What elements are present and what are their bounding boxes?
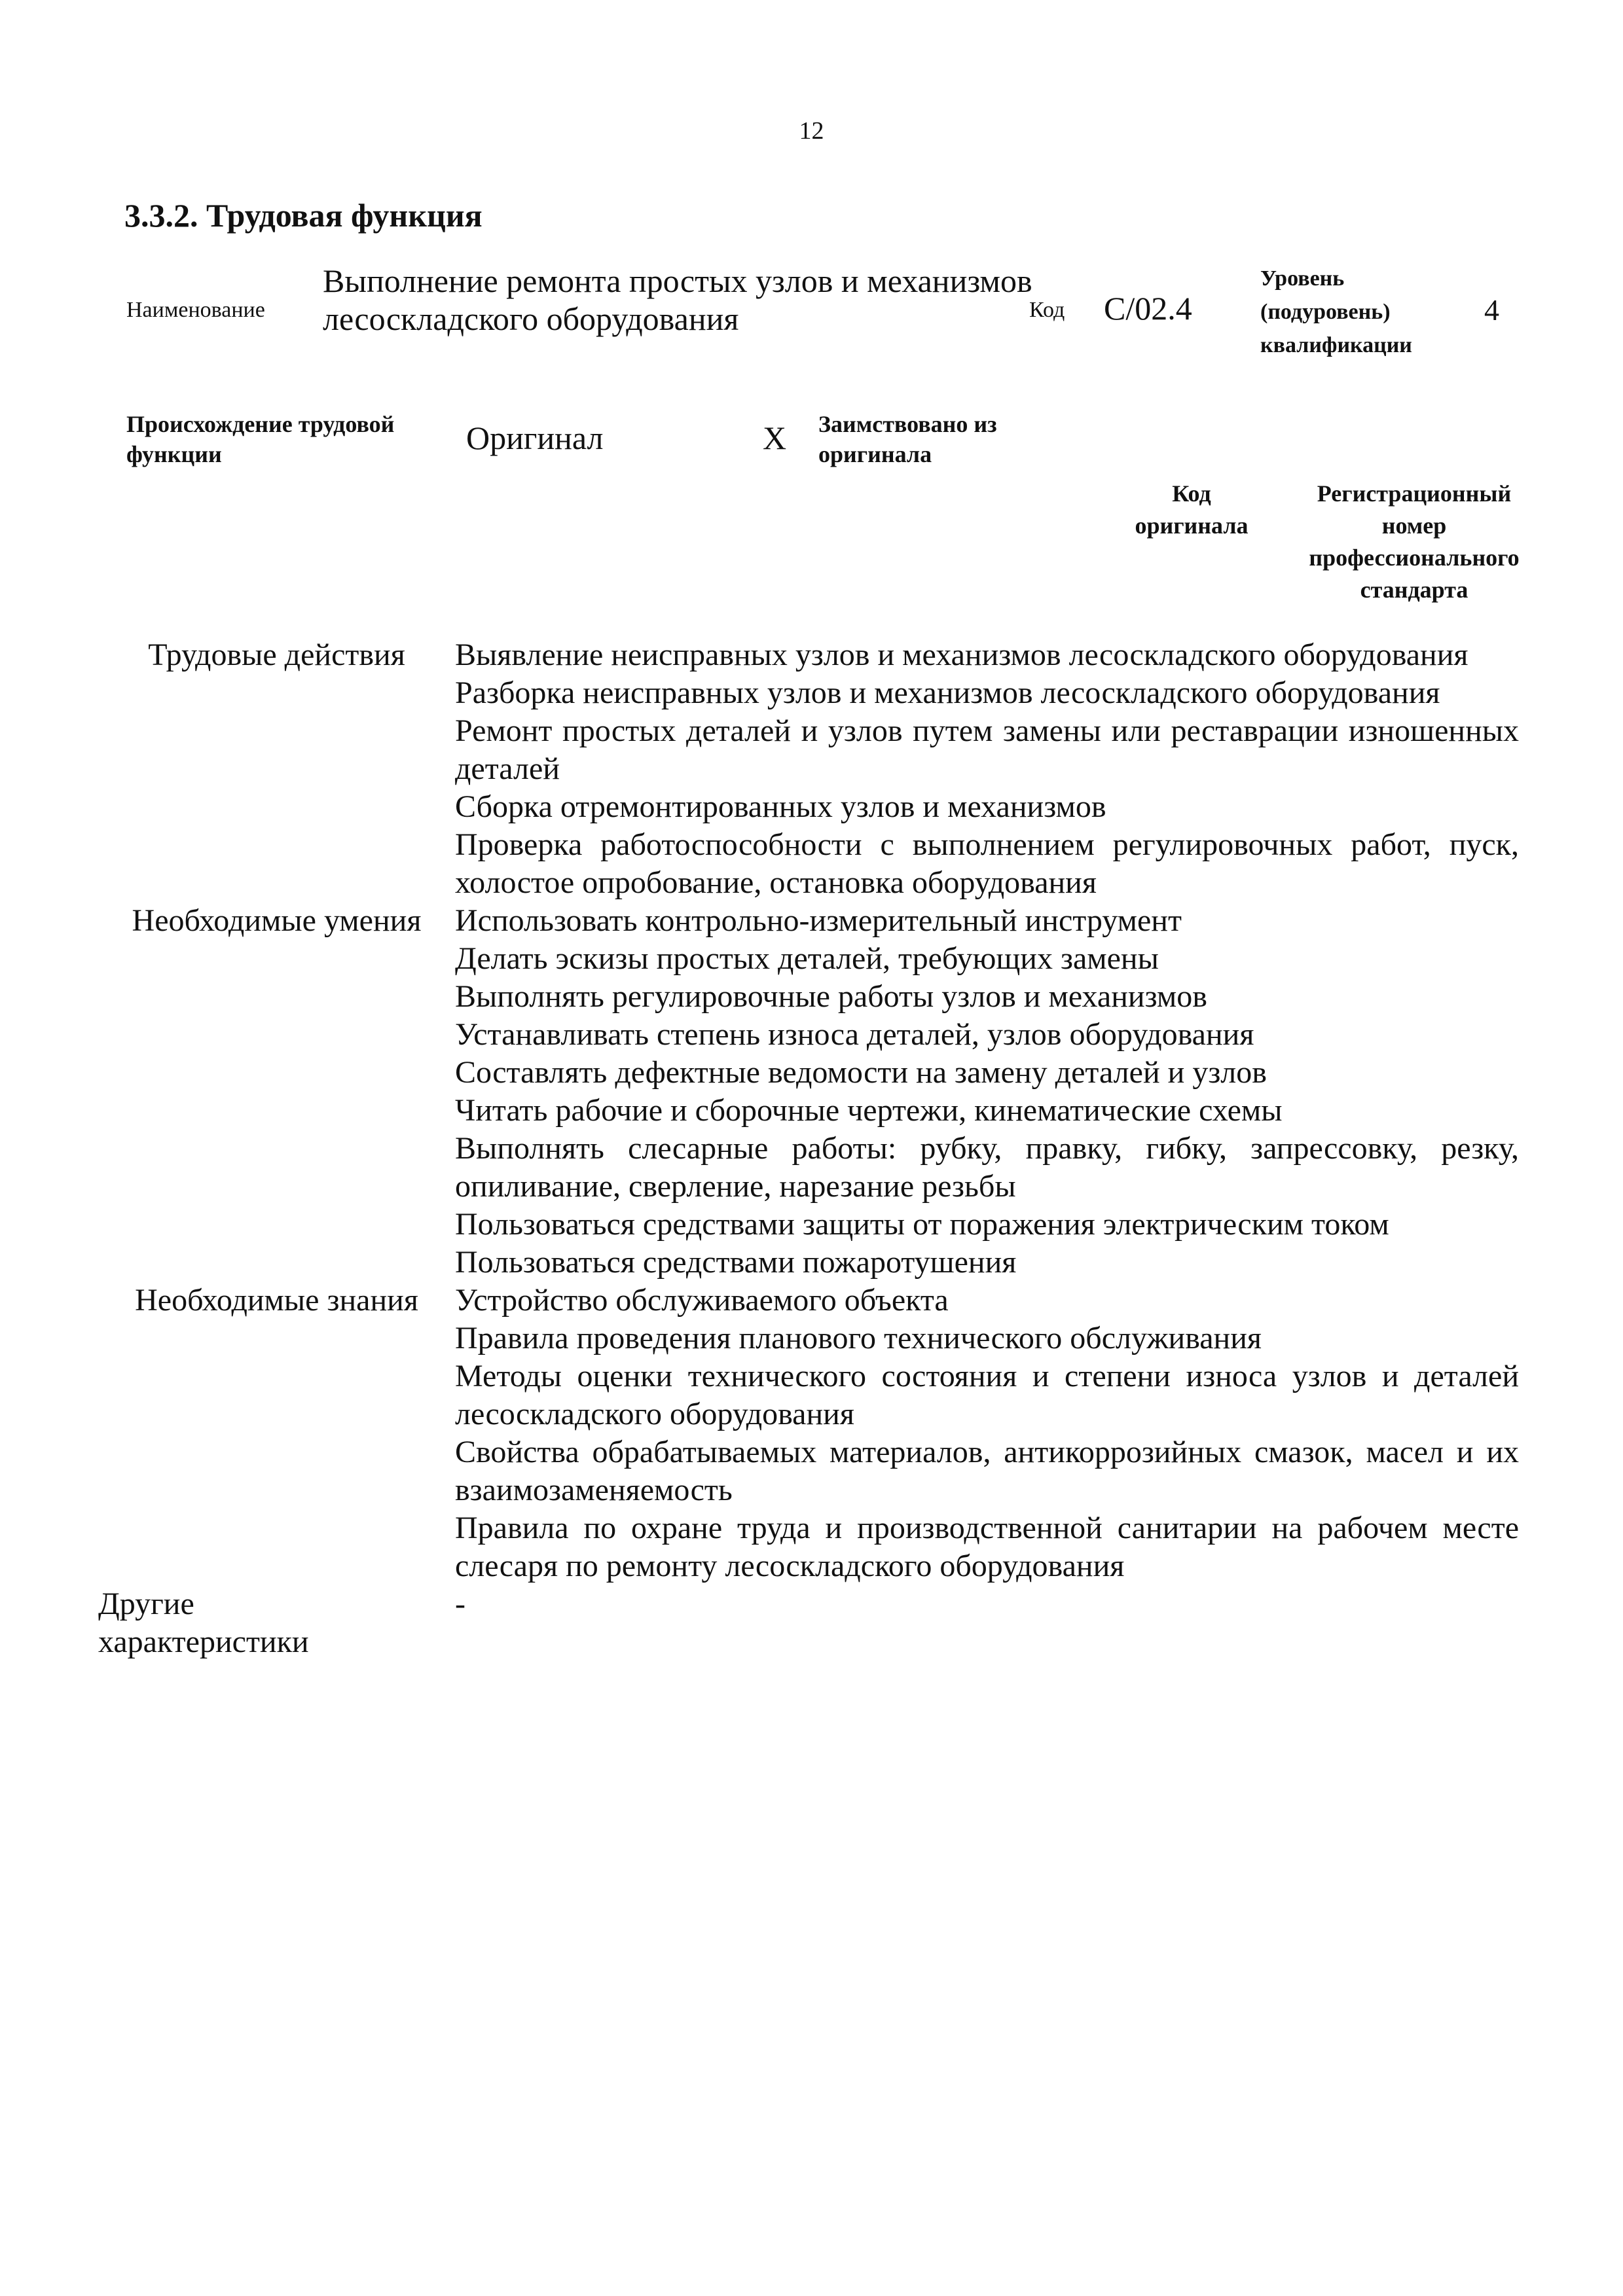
section-items (455, 902, 1519, 1282)
list-item: Сборка отремонтированных узлов и механизмов (455, 789, 1106, 824)
list-item: Свойства обрабатываемых материалов, антикоррозийных смазок, масел и их взаимозаменяемость (455, 1435, 1519, 1507)
list-item: Устанавливать степень износа деталей, узлов оборудования (455, 1017, 1254, 1052)
section-required-skills (98, 902, 1519, 1282)
section-label: Необходимые умения (132, 903, 422, 938)
list-item: Правила по охране труда и производственной санитарии на рабочем месте слесаря по ремонту лесоскладского оборудования (455, 1511, 1519, 1583)
section-other-characteristics (98, 1585, 1519, 1661)
section-labor-actions (98, 636, 1519, 902)
list-item: Выполнять регулировочные работы узлов и механизмов (455, 979, 1207, 1014)
registration-number-label: Регистрационный номер профессионального стандарта (1309, 480, 1520, 603)
qualification-level-value: 4 (1484, 293, 1499, 327)
section-label: Другие характеристики (98, 1587, 309, 1659)
list-item: Правила проведения планового технического обслуживания (455, 1321, 1262, 1355)
function-sections (98, 636, 1519, 1661)
origin-original: Оригинал (466, 420, 604, 456)
list-item: Проверка работоспособности с выполнением регулировочных работ, пуск, холостое опробование, остановка оборудования (455, 827, 1519, 900)
borrowed-label: Заимствовано из оригинала (818, 411, 997, 467)
list-item: Ремонт простых деталей и узлов путем замены или реставрации изношенных деталей (455, 713, 1519, 786)
list-item: Составлять дефектные ведомости на замену деталей и узлов (455, 1055, 1267, 1090)
page-number: 12 (799, 117, 824, 145)
section-title: 3.3.2. Трудовая функция (124, 197, 483, 234)
name-value: Выполнение ремонта простых узлов и механизмов лесоскладского оборудования (323, 262, 1032, 337)
section-items (455, 636, 1519, 902)
section-label: Трудовые действия (148, 637, 405, 672)
list-item: Делать эскизы простых деталей, требующих замены (455, 941, 1159, 976)
section-items (455, 1282, 1519, 1585)
origin-label: Происхождение трудовой функции (126, 411, 395, 467)
list-item: - (455, 1587, 465, 1621)
name-label: Наименование (126, 298, 265, 322)
list-item: Разборка неисправных узлов и механизмов лесоскладского оборудования (455, 675, 1440, 710)
section-items (455, 1585, 1519, 1661)
list-item: Выполнять слесарные работы: рубку, правку, гибку, запрессовку, резку, опиливание, сверление, нарезание резьбы (455, 1131, 1519, 1204)
code-label: Код (1029, 298, 1065, 322)
list-item: Пользоваться средствами пожаротушения (455, 1245, 1017, 1280)
code-value: С/02.4 (1104, 290, 1192, 327)
list-item: Методы оценки технического состояния и степени износа узлов и деталей лесоскладского оборудования (455, 1359, 1519, 1431)
original-code-label: Код оригинала (1135, 480, 1249, 539)
qualification-level-label: Уровень (подуровень) квалификации (1260, 266, 1412, 357)
list-item: Читать рабочие и сборочные чертежи, кинематические схемы (455, 1093, 1283, 1128)
section-label: Необходимые знания (135, 1283, 418, 1318)
list-item: Устройство обслуживаемого объекта (455, 1283, 949, 1318)
list-item: Пользоваться средствами защиты от поражения электрическим током (455, 1207, 1389, 1242)
list-item: Выявление неисправных узлов и механизмов лесоскладского оборудования (455, 637, 1468, 672)
list-item: Использовать контрольно-измерительный инструмент (455, 903, 1182, 938)
section-required-knowledge (98, 1282, 1519, 1585)
origin-mark: Х (763, 420, 787, 456)
